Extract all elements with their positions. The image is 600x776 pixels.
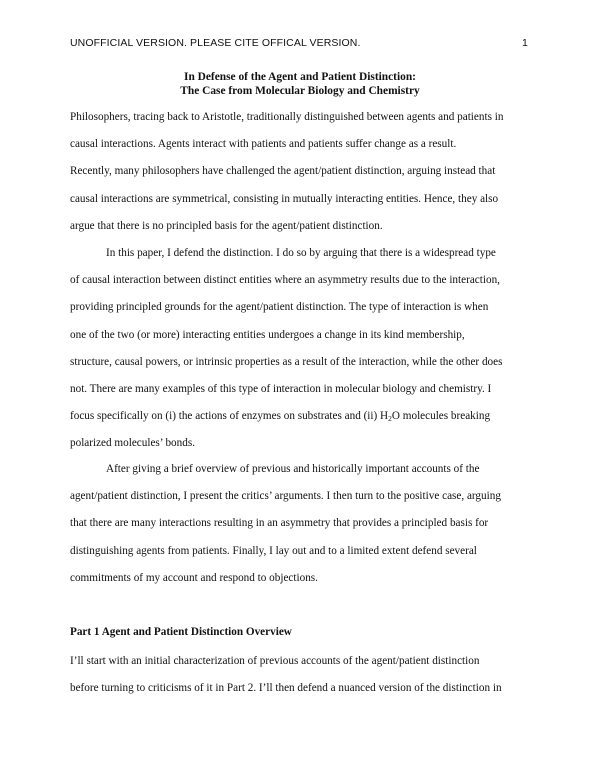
text-line: I’ll start with an initial characterization of previous accounts of the agent/patient distinction bbox=[70, 655, 480, 667]
text-line: providing principled grounds for the agent/patient distinction. The type of interaction is when bbox=[70, 301, 489, 314]
text-line: distinguishing agents from patients. Finally, I lay out and to a limited extent defend several bbox=[70, 544, 477, 557]
paper-title bbox=[70, 70, 530, 98]
h2o-subscript: 2 bbox=[388, 414, 392, 424]
text-line: agent/patient distinction, I present the critics’ arguments. I then turn to the positive case, arguing bbox=[70, 490, 501, 503]
section-paragraph bbox=[70, 648, 532, 702]
text-line: argue that there is no principled basis for the agent/patient distinction. bbox=[70, 219, 383, 232]
section-heading: Part 1 Agent and Patient Distinction Overview bbox=[70, 626, 292, 638]
text-line: before turning to criticisms of it in Part 2. I’ll then defend a nuanced version of the distinction in bbox=[70, 682, 502, 695]
abstract-paragraph-2 bbox=[70, 240, 532, 458]
text-line: polarized molecules’ bonds. bbox=[70, 437, 195, 450]
text-line: In this paper, I defend the distinction. I do so by arguing that there is a widespread type bbox=[106, 247, 496, 259]
text-line: of causal interaction between distinct entities where an asymmetry results due to the interaction, bbox=[70, 274, 500, 287]
h2o-line-after: O molecules breaking bbox=[391, 410, 491, 423]
text-line: Philosophers, tracing back to Aristotle, traditionally distinguished between agents and patients in bbox=[70, 111, 504, 123]
text-line: that there are many interactions resulting in an asymmetry that provides a principled basis for bbox=[70, 517, 489, 530]
text-line: not. There are many examples of this type of interaction in molecular biology and chemistry. I bbox=[70, 382, 492, 395]
abstract-paragraph-1 bbox=[70, 104, 532, 240]
running-head: UNOFFICIAL VERSION. PLEASE CITE OFFICAL VERSION. bbox=[70, 37, 361, 49]
title-line-2: The Case from Molecular Biology and Chemistry bbox=[180, 85, 420, 97]
text-line: commitments of my account and respond to objections. bbox=[70, 571, 318, 584]
text-line-h2o bbox=[70, 403, 532, 430]
text-line: one of the two (or more) interacting entities undergoes a change in its kind membership, bbox=[70, 328, 465, 341]
h2o-line-before: focus specifically on (i) the actions of enzymes on substrates and (ii) H bbox=[70, 410, 389, 423]
title-line-1: In Defense of the Agent and Patient Distinction: bbox=[184, 71, 416, 83]
page-number: 1 bbox=[522, 37, 528, 49]
text-line: causal interactions. Agents interact with patients and patients suffer change as a result. bbox=[70, 138, 457, 151]
abstract-paragraph-3 bbox=[70, 456, 532, 592]
text-line: structure, causal powers, or intrinsic properties as a result of the interaction, while the other does bbox=[70, 355, 503, 368]
text-line: causal interactions are symmetrical, consisting in mutually interacting entities. Hence, they also bbox=[70, 192, 499, 205]
text-line: Recently, many philosophers have challenged the agent/patient distinction, arguing instead that bbox=[70, 165, 496, 178]
text-line: After giving a brief overview of previous and historically important accounts of the bbox=[106, 463, 480, 475]
